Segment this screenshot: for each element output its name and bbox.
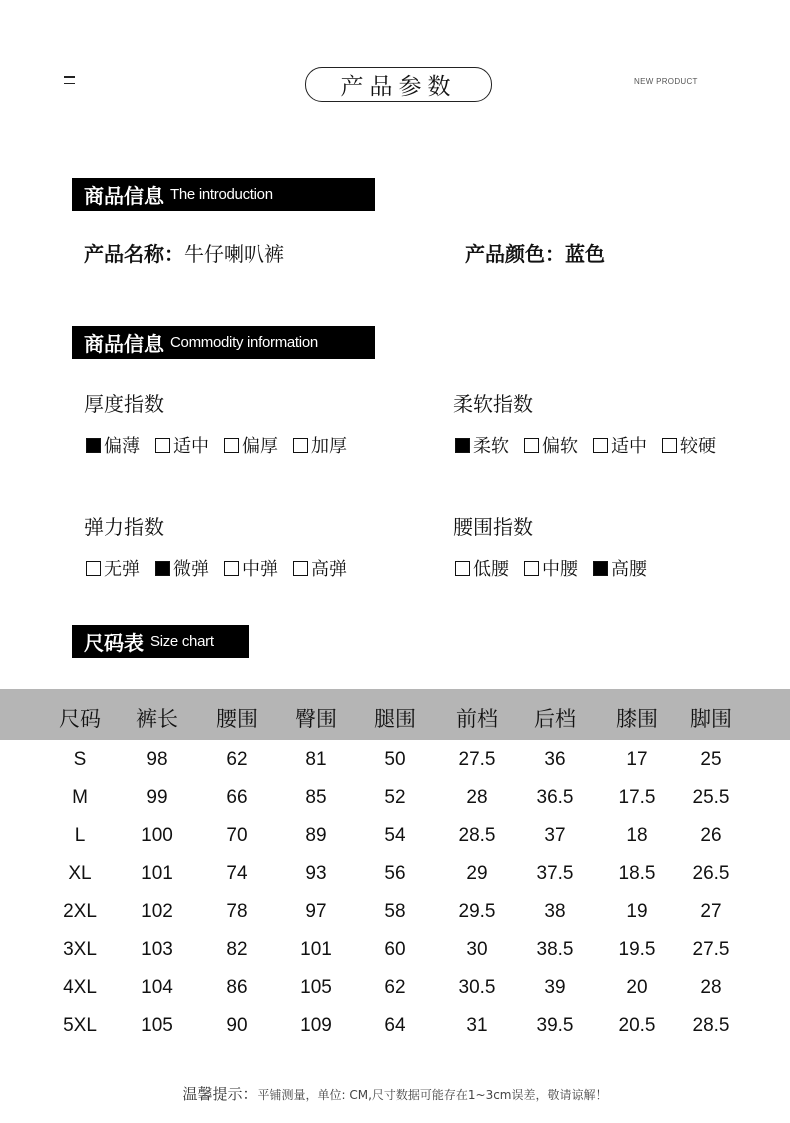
table-cell: 37.5 [536, 863, 574, 884]
table-cell: 27 [700, 901, 722, 922]
option-0-1 [155, 432, 209, 458]
commodity-bar-en: Commodity information [170, 334, 318, 351]
option-label: 适中 [611, 436, 647, 457]
option-2-3 [293, 555, 347, 581]
option-0-0 [86, 432, 140, 458]
option-3-2 [593, 555, 647, 581]
table-cell: 38.5 [536, 939, 574, 960]
table-cell: 36.5 [536, 787, 574, 808]
table-cell: 62 [384, 977, 406, 998]
table-cell: 27.5 [692, 939, 730, 960]
table-cell: 62 [226, 749, 248, 770]
table-cell: 98 [146, 749, 168, 770]
option-label: 加厚 [311, 436, 347, 457]
checked-box-icon [593, 561, 608, 576]
table-cell: 2XL [63, 901, 97, 922]
header-cell: 臀围 [295, 707, 337, 731]
table-cell: 27.5 [458, 749, 496, 770]
table-row [0, 901, 790, 925]
header-cell: 腿围 [374, 707, 416, 731]
option-2-2 [224, 555, 278, 581]
intro-bar-cn: 商品信息 [84, 184, 164, 208]
table-row [0, 787, 790, 811]
table-cell: 60 [384, 939, 406, 960]
table-cell: 39 [544, 977, 566, 998]
table-cell: 58 [384, 901, 406, 922]
thickness-options [86, 432, 362, 458]
softness-title: 柔软指数 [453, 392, 533, 416]
product-name [84, 238, 284, 267]
table-cell: 25.5 [692, 787, 730, 808]
elasticity-options [86, 555, 362, 581]
unchecked-box-icon [155, 438, 170, 453]
option-label: 低腰 [473, 559, 509, 580]
header-cell: 裤长 [136, 707, 178, 731]
elasticity-title: 弹力指数 [84, 515, 164, 539]
table-cell: 93 [305, 863, 327, 884]
table-cell: 56 [384, 863, 406, 884]
table-cell: 5XL [63, 1015, 97, 1036]
table-cell: 28 [466, 787, 488, 808]
option-label: 高腰 [611, 559, 647, 580]
table-cell: 85 [305, 787, 327, 808]
waist-title: 腰围指数 [453, 515, 533, 539]
option-label: 柔软 [473, 436, 509, 457]
product-color [465, 238, 605, 267]
option-label: 偏薄 [104, 436, 140, 457]
table-cell: XL [68, 863, 92, 884]
table-cell: 20.5 [618, 1015, 656, 1036]
option-label: 无弹 [104, 559, 140, 580]
option-0-2 [224, 432, 278, 458]
table-cell: 25 [700, 749, 722, 770]
option-1-1 [524, 432, 578, 458]
commodity-bar-cn: 商品信息 [84, 332, 164, 356]
checked-box-icon [86, 438, 101, 453]
table-cell: 18.5 [618, 863, 656, 884]
menu-icon[interactable] [64, 76, 75, 86]
table-cell: 17.5 [618, 787, 656, 808]
table-cell: 101 [300, 939, 332, 960]
option-label: 偏厚 [242, 436, 278, 457]
option-2-1 [155, 555, 209, 581]
table-cell: 97 [305, 901, 327, 922]
table-cell: 50 [384, 749, 406, 770]
table-cell: 101 [141, 863, 173, 884]
option-label: 中弹 [242, 559, 278, 580]
table-cell: 20 [626, 977, 648, 998]
table-cell: 39.5 [536, 1015, 574, 1036]
product-name-value: 牛仔喇叭裤 [184, 242, 284, 266]
table-cell: 99 [146, 787, 168, 808]
product-color-label: 产品颜色： [465, 242, 565, 266]
table-row [0, 825, 790, 849]
intro-bar-en: The introduction [170, 186, 273, 203]
option-label: 偏软 [542, 436, 578, 457]
option-1-2 [593, 432, 647, 458]
unchecked-box-icon [293, 561, 308, 576]
table-cell: 28 [700, 977, 722, 998]
option-label: 微弹 [173, 559, 209, 580]
table-cell: 66 [226, 787, 248, 808]
option-2-0 [86, 555, 140, 581]
table-cell: 19.5 [618, 939, 656, 960]
unchecked-box-icon [86, 561, 101, 576]
header-cell: 脚围 [690, 707, 732, 731]
table-cell: 90 [226, 1015, 248, 1036]
product-color-value: 蓝色 [565, 242, 605, 266]
table-cell: 18 [626, 825, 648, 846]
option-label: 中腰 [542, 559, 578, 580]
table-row [0, 749, 790, 773]
note-text: 平铺测量，单位: CM,尺寸数据可能存在1~3cm误差，敬请谅解！ [257, 1088, 608, 1102]
table-cell: 103 [141, 939, 173, 960]
thickness-title: 厚度指数 [84, 392, 164, 416]
table-cell: 81 [305, 749, 327, 770]
size-table-body [0, 740, 790, 1060]
table-cell: 26 [700, 825, 722, 846]
table-cell: M [72, 787, 88, 808]
waist-options [455, 555, 662, 581]
checked-box-icon [455, 438, 470, 453]
sizechart-section-bar [72, 625, 249, 658]
unchecked-box-icon [455, 561, 470, 576]
table-cell: 54 [384, 825, 406, 846]
table-cell: 29 [466, 863, 488, 884]
option-label: 高弹 [311, 559, 347, 580]
unchecked-box-icon [524, 561, 539, 576]
table-cell: 36 [544, 749, 566, 770]
table-cell: L [74, 825, 86, 846]
table-cell: 38 [544, 901, 566, 922]
table-cell: 4XL [63, 977, 97, 998]
option-1-0 [455, 432, 509, 458]
table-cell: 64 [384, 1015, 406, 1036]
product-name-label: 产品名称： [84, 242, 184, 266]
table-row [0, 939, 790, 963]
table-cell: 109 [300, 1015, 332, 1036]
option-0-3 [293, 432, 347, 458]
checked-box-icon [155, 561, 170, 576]
table-cell: 82 [226, 939, 248, 960]
unchecked-box-icon [293, 438, 308, 453]
size-table-header [0, 689, 790, 740]
table-row [0, 977, 790, 1001]
option-1-3 [662, 432, 716, 458]
table-cell: 78 [226, 901, 248, 922]
table-cell: 30 [466, 939, 488, 960]
table-cell: 28.5 [692, 1015, 730, 1036]
table-cell: 100 [141, 825, 173, 846]
table-cell: 29.5 [458, 901, 496, 922]
table-cell: 102 [141, 901, 173, 922]
table-cell: 19 [626, 901, 648, 922]
note-label: 温馨提示： [182, 1085, 258, 1103]
unchecked-box-icon [593, 438, 608, 453]
header-cell: 膝围 [616, 707, 658, 731]
unchecked-box-icon [224, 561, 239, 576]
sizechart-bar-cn: 尺码表 [84, 631, 144, 655]
commodity-section-bar [72, 326, 375, 359]
softness-options [455, 432, 731, 458]
option-3-1 [524, 555, 578, 581]
table-cell: 17 [626, 749, 648, 770]
unchecked-box-icon [662, 438, 677, 453]
table-cell: 30.5 [458, 977, 496, 998]
table-cell: 104 [141, 977, 173, 998]
table-cell: 89 [305, 825, 327, 846]
page-title: 产品参数 [305, 67, 492, 102]
table-row [0, 1015, 790, 1039]
table-cell: 31 [466, 1015, 488, 1036]
new-product-tag: NEW PRODUCT [634, 77, 698, 86]
option-label: 适中 [173, 436, 209, 457]
table-cell: 26.5 [692, 863, 730, 884]
table-cell: 105 [141, 1015, 173, 1036]
option-label: 较硬 [680, 436, 716, 457]
header-cell: 后档 [534, 707, 576, 731]
option-3-0 [455, 555, 509, 581]
table-cell: S [73, 749, 87, 770]
table-row [0, 863, 790, 887]
table-cell: 70 [226, 825, 248, 846]
sizechart-bar-en: Size chart [150, 633, 214, 650]
table-cell: 52 [384, 787, 406, 808]
table-cell: 28.5 [458, 825, 496, 846]
intro-section-bar [72, 178, 375, 211]
table-cell: 3XL [63, 939, 97, 960]
header-cell: 腰围 [216, 707, 258, 731]
header-cell: 尺码 [59, 707, 101, 731]
table-cell: 105 [300, 977, 332, 998]
table-cell: 74 [226, 863, 248, 884]
unchecked-box-icon [524, 438, 539, 453]
header-cell: 前档 [456, 707, 498, 731]
unchecked-box-icon [224, 438, 239, 453]
table-cell: 37 [544, 825, 566, 846]
size-note [0, 1083, 790, 1104]
table-cell: 86 [226, 977, 248, 998]
